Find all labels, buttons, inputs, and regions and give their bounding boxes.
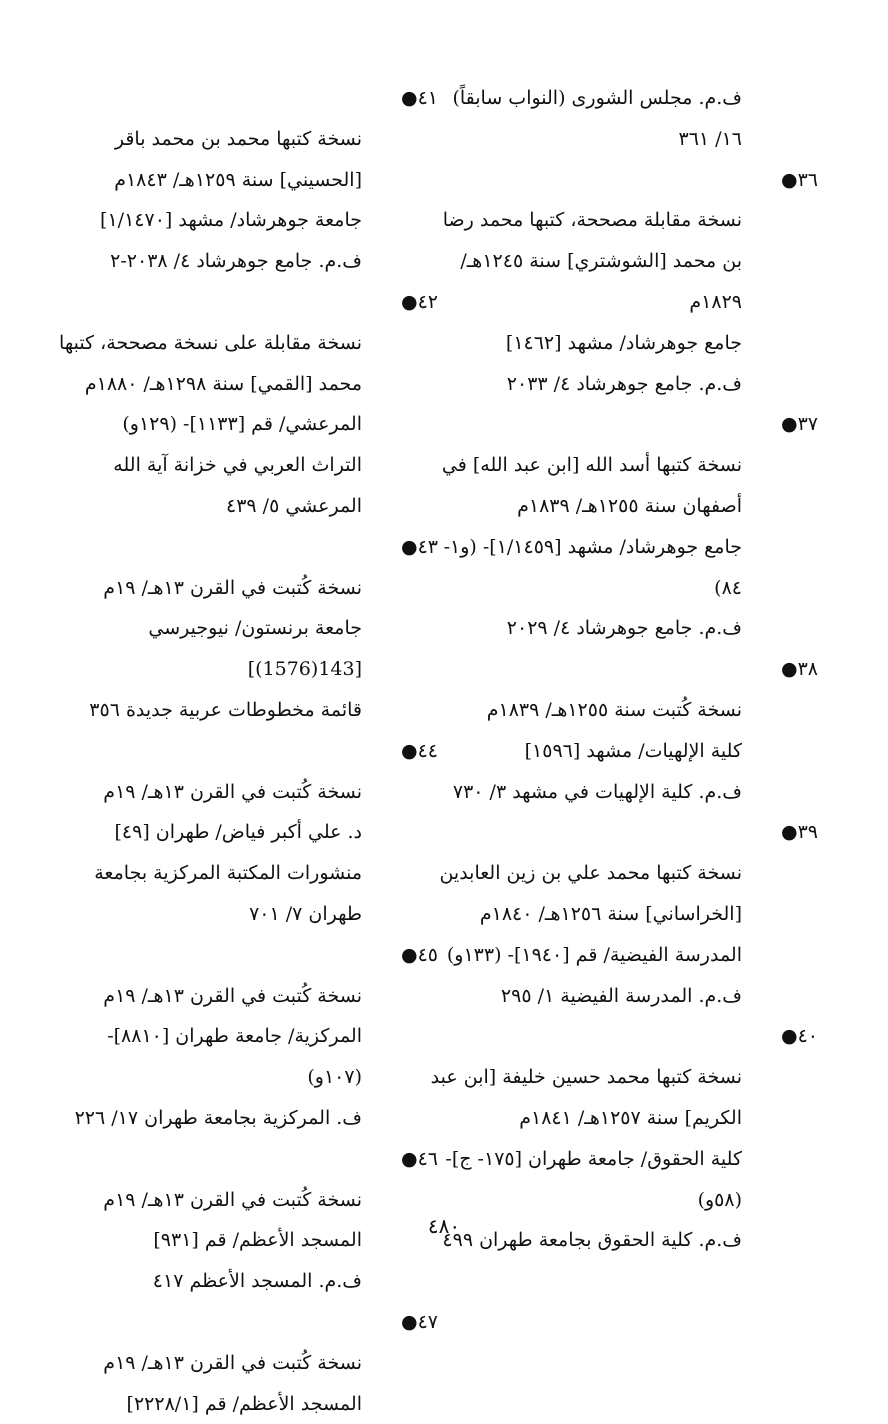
entry-description: نسخة كُتبت في القرن ١٣هـ/ ١٩م bbox=[50, 568, 400, 609]
entry-description: نسخة كُتبت في القرن ١٣هـ/ ١٩م bbox=[50, 772, 400, 813]
reference-line bbox=[430, 78, 780, 160]
entry-number: ٤٧● bbox=[400, 1302, 438, 1343]
entry-number: ٣٨● bbox=[780, 649, 818, 690]
entry-number: ٤١● bbox=[400, 78, 438, 119]
entry-detail: كلية الحقوق/ جامعة طهران [١٧٥- ج]- (٥٨و) bbox=[430, 1139, 780, 1221]
entry-detail: جامع جوهرشاد/ مشهد [١/١٤٥٩]- (و١- ٨٤) bbox=[430, 527, 780, 609]
catalog-entry bbox=[430, 160, 780, 405]
entry-description: نسخة كُتبت في القرن ١٣هـ/ ١٩م bbox=[50, 976, 400, 1017]
catalog-entry bbox=[50, 731, 400, 935]
catalog-entry bbox=[430, 404, 780, 649]
entry-detail: ف.م. المدرسة الفيضية ١/ ٢٩٥ bbox=[430, 976, 780, 1017]
entry-detail: ف.م. جامع جوهرشاد ٤/ ٢٠٢٩ bbox=[430, 608, 780, 649]
catalog-entry bbox=[50, 78, 400, 282]
entry-detail: جامع جوهرشاد/ مشهد [١٤٦٢] bbox=[430, 323, 780, 364]
entry-detail: ف.م. جامع جوهرشاد ٤/ ٢٠٣٨-٢ bbox=[50, 241, 400, 282]
entry-description: نسخة كتبها محمد بن محمد باقر [الحسيني] سنة ١٢٥٩هـ/ ١٨٤٣م bbox=[50, 119, 400, 201]
entry-number: ٤٠● bbox=[780, 1016, 818, 1057]
entry-detail: المسجد الأعظم/ قم [٩٣١] bbox=[50, 1220, 400, 1261]
catalog-entry bbox=[430, 649, 780, 812]
reference-text: ف.م. مجلس الشورى (النواب سابقاً) ١٦/ ٣٦١ bbox=[430, 78, 780, 160]
entry-detail: ف. المركزية بجامعة طهران ١٧/ ٢٢٦ bbox=[50, 1098, 400, 1139]
entry-number: ٤٣● bbox=[400, 527, 438, 568]
entry-detail: قائمة مخطوطات عربية جديدة ٣٥٦ bbox=[50, 690, 400, 731]
entry-number: ٤٦● bbox=[400, 1139, 438, 1180]
entry-description: نسخة كتبها محمد علي بن زين العابدين [الخراساني] سنة ١٢٥٦هـ/ ١٨٤٠م bbox=[430, 853, 780, 935]
entry-number: ٤٤● bbox=[400, 731, 438, 772]
entry-number: ٤٢● bbox=[400, 282, 438, 323]
entry-detail: ف.م. جامع جوهرشاد ٤/ ٢٠٣٣ bbox=[430, 364, 780, 405]
entry-detail: المدرسة الفيضية/ قم [١٩٤٠]- (١٣٣و) bbox=[430, 935, 780, 976]
entry-description: نسخة كُتبت في القرن ١٣هـ/ ١٩م bbox=[50, 1180, 400, 1221]
right-column bbox=[430, 78, 780, 1261]
entry-detail: المسجد الأعظم/ قم [٢٢٢٨/١] bbox=[50, 1384, 400, 1424]
entry-number: ٤٥● bbox=[400, 935, 438, 976]
catalog-entry bbox=[430, 812, 780, 1016]
entry-description: نسخة مقابلة مصححة، كتبها محمد رضا بن محمد [الشوشتري] سنة ١٢٤٥هـ/ ١٨٢٩م bbox=[430, 200, 780, 322]
entry-description: نسخة كتبها محمد حسين خليفة [ابن عبد الكريم] سنة ١٢٥٧هـ/ ١٨٤١م bbox=[430, 1057, 780, 1139]
page-number: ٤٨٠ bbox=[0, 1214, 888, 1238]
entry-detail: المرعشي/ قم [١١٣٣]- (١٢٩و) bbox=[50, 404, 400, 445]
entry-detail: التراث العربي في خزانة آية الله المرعشي ٥/ ٤٣٩ bbox=[50, 445, 400, 527]
catalog-entry bbox=[50, 527, 400, 731]
entry-detail: منشورات المكتبة المركزية بجامعة طهران ٧/ ٧٠١ bbox=[50, 853, 400, 935]
catalog-entry bbox=[50, 1302, 400, 1424]
entry-detail: ف.م. كلية الحقوق بجامعة طهران ٤٩٩ bbox=[430, 1220, 780, 1261]
entry-detail: ف.م. كلية الإلهيات في مشهد ٣/ ٧٣٠ bbox=[430, 772, 780, 813]
entry-detail: المركزية/ جامعة طهران [٨٨١٠]- (١٠٧و) bbox=[50, 1016, 400, 1098]
entry-detail: جامعة جوهرشاد/ مشهد [١/١٤٧٠] bbox=[50, 200, 400, 241]
entry-description: نسخة مقابلة على نسخة مصححة، كتبها محمد [القمي] سنة ١٢٩٨هـ/ ١٨٨٠م bbox=[50, 323, 400, 405]
entry-number: ٣٩● bbox=[780, 812, 818, 853]
entry-number: ٣٦● bbox=[780, 160, 818, 201]
entry-detail: جامعة برنستون/ نيوجيرسي [143(1576)] bbox=[50, 608, 400, 690]
catalog-entry bbox=[50, 935, 400, 1139]
catalog-entry bbox=[50, 282, 400, 527]
entry-detail: د. علي أكبر فياض/ طهران [٤٩] bbox=[50, 812, 400, 853]
entry-description: نسخة كُتبت سنة ١٢٥٥هـ/ ١٨٣٩م bbox=[430, 690, 780, 731]
entry-description: نسخة كتبها أسد الله [ابن عبد الله] في أصفهان سنة ١٢٥٥هـ/ ١٨٣٩م bbox=[430, 445, 780, 527]
entry-number: ٣٧● bbox=[780, 404, 818, 445]
entry-detail: كلية الإلهيات/ مشهد [١٥٩٦] bbox=[430, 731, 780, 772]
entry-detail: ف.م. المسجد الأعظم ٤١٧ bbox=[50, 1261, 400, 1302]
entry-description: نسخة كُتبت في القرن ١٣هـ/ ١٩م bbox=[50, 1343, 400, 1384]
